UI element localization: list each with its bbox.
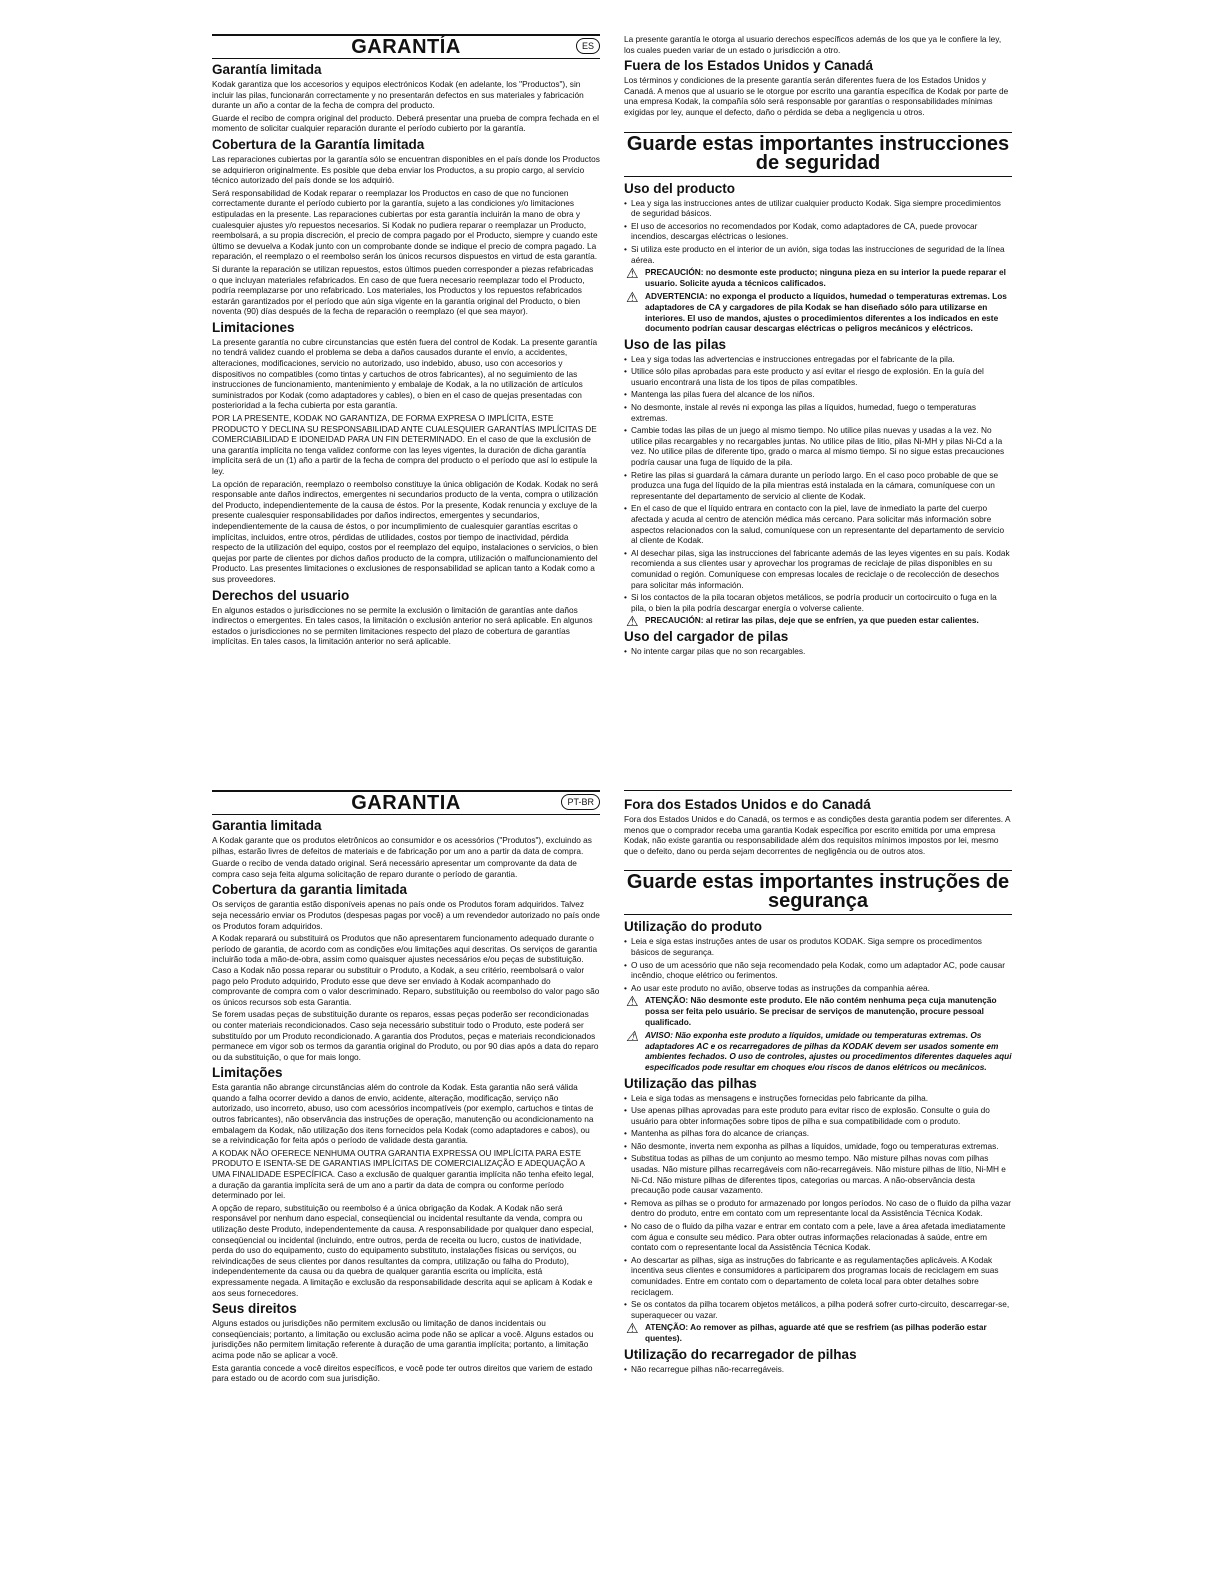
pt-warranty-title: GARANTIA xyxy=(351,792,461,814)
pt-paragraph: Esta garantia concede a você direitos específicos, e você pode ter outros direitos que variem de estado para estado ou de acordo com sua jurisdição. xyxy=(212,1362,593,1384)
es-paragraph: Las reparaciones cubiertas por la garantía sólo se encuentran disponibles en el país donde los Productos se adquirieron originalmente. Es posible que deba enviar los Productos, a su propio cargo, al servicio técnico autorizado del país donde se los adquirió. xyxy=(212,153,600,186)
list-item: • Al desechar pilas, siga las instrucciones del fabricante además de las leyes vigentes en su país. Kodak recomienda a sus clientes usar y aprovechar los programas de reciclaje de pilas disponibles en su comunidad o región. Comuníquese con empresas locales de reciclaje o de recolección de desechos para solicitar más información. xyxy=(624,548,1012,590)
pt-charger-list xyxy=(624,1364,1012,1375)
es-use-heading: Uso del producto xyxy=(624,180,735,196)
es-paragraph: En algunos estados o jurisdicciones no se permite la exclusión o limitación de garantías ante daños indirectos o emergentes. En tales casos, la limitación o exclusión anterior no será aplicable. En algunos estados o jurisdicciones no se permiten limitaciones respecto del plazo de cobertura de garantías implícitas. En tales casos, la limitación anterior no será aplicable. xyxy=(212,604,593,647)
list-item: • Remova as pilhas se o produto for armazenado por longos períodos. No caso de o fluido da pilha vazar dentro do produto, entre em contato com um representante local da Assistência Técnica Kodak. xyxy=(624,1198,1012,1219)
pt-caution-text: ATENÇÃO: Não desmonte este produto. Ele não contém nenhuma peça cuja manutenção possa ser feita pelo usuário. Se precisar de serviços de manutenção, procure pessoal qualificado. xyxy=(645,995,997,1027)
list-item: • Substitua todas as pilhas de um conjunto ao mesmo tempo. Não misture pilhas novas com pilhas usadas. Não misture pilhas recarregáveis com não-recarregáveis. Não misture pilhas de lítio, Ni-MH e Ni-Cd. Não misture pilhas de diferentes tipos, categorias ou marcas. A não-observância desta precaução pode causar vazamento. xyxy=(624,1153,1012,1195)
pt-coverage-heading: Cobertura da garantia limitada xyxy=(212,882,408,898)
es-safety-title: Guarde estas importantes instrucciones de seguridad xyxy=(624,132,1012,177)
es-rights-heading: Derechos del usuario xyxy=(212,587,350,603)
list-item: • Lea y siga todas las advertencias e instrucciones entregadas por el fabricante de la pila. xyxy=(624,354,1012,365)
list-item: • Lea y siga las instrucciones antes de utilizar cualquier producto Kodak. Siga siempre procedimientos de seguridad básicos. xyxy=(624,198,1012,219)
es-paragraph: La opción de reparación, reemplazo o reembolso constituye la única obligación de Kodak. Kodak no será responsable ante daños indirectos, emergentes ni secundarios producto de la venta, compra o utilización del Producto, independientemente de la causa de éstos. Por la presente, Kodak renuncia y excluye de la presente cualesquier responsabilidades por daños indirectos, emergentes y secundarios, independientemente de la causa de éstos, o por incumplimiento de cualesquier garantías escritas o implícitas, incluidos, entre otros, pérdidas de utilidades, costos por tiempo de inactividad, pérdida respecto de la utilización del equipo, costos por el reemplazo del equipo, instalaciones o servicios, o bien quejas por parte de clientes por dichos daños producto de la compra, utilización o malfuncionamiento del Producto. Las presentes limitaciones o exclusiones de responsabilidad se aplican tanto a Kodak como a sus proveedores. xyxy=(212,478,599,584)
es-caution-note xyxy=(624,267,1012,288)
pt-language-badge: PT-BR xyxy=(561,794,600,810)
list-item: • Mantenha as pilhas fora do alcance de crianças. xyxy=(624,1128,1012,1139)
list-item: • Leia e siga estas instruções antes de usar os produtos KODAK. Siga sempre os procedimentos básicos de segurança. xyxy=(624,936,1012,957)
list-item: • Leia e siga todas as mensagens e instruções fornecidas pelo fabricante da pilha. xyxy=(624,1093,1012,1104)
pt-battery-list xyxy=(624,1093,1012,1321)
list-item: • Se os contatos da pilha tocarem objetos metálicos, a pilha poderá sofrer curto-circuito, descarregar-se, superaquecer ou vazar. xyxy=(624,1299,1012,1320)
pt-paragraph: A KODAK NÃO OFERECE NENHUMA OUTRA GARANTIA EXPRESSA OU IMPLÍCITA PARA ESTE PRODUTO E ISENTA-SE DE GARANTIAS IMPLÍCITAS DE COMERCIALIZAÇÃO E ADEQUAÇÃO A UMA FINALIDADE ESPECÍFICA. Caso a exclusão de qualquer garantia implícita não tenha efeito legal, a duração da garantia implícita será de um ano a partir da data de compra ou conforme período determinado por lei. xyxy=(212,1147,594,1201)
es-charger-list xyxy=(624,646,1012,657)
list-item: • Mantenga las pilas fuera del alcance de los niños. xyxy=(624,389,1012,400)
list-item: • Si utiliza este producto en el interior de un avión, siga todas las instrucciones de seguridad de la línea aérea. xyxy=(624,244,1012,265)
pt-warranty-header xyxy=(212,790,600,815)
es-warranty-title: GARANTÍA xyxy=(351,36,461,58)
pt-use-list xyxy=(624,936,1012,993)
warning-icon: ⚠ xyxy=(626,1320,639,1337)
pt-warranty-column xyxy=(212,790,600,1386)
pt-safety-title: Guarde estas importantes instruções de segurança xyxy=(624,870,1012,915)
pt-charger-heading: Utilização do recarregador de pilhas xyxy=(624,1346,857,1362)
section-divider xyxy=(624,790,1012,791)
es-paragraph: Kodak garantiza que los accesorios y equipos electrónicos Kodak (en adelante, los "Productos"), sin incluir las pilas, funcionarán correctamente y no presentarán defectos en sus materiales y fabricación durante un año a contar de la fecha de compra del producto. xyxy=(212,79,584,111)
warning-icon: ⚠ xyxy=(626,1028,639,1045)
pt-warning-note xyxy=(624,1030,1012,1072)
es-battery-list xyxy=(624,354,1012,614)
es-battery-caution-text: PRECAUCIÓN: al retirar las pilas, deje que se enfríen, ya que pueden estar calientes. xyxy=(645,615,979,626)
pt-outside-heading: Fora dos Estados Unidos e do Canadá xyxy=(624,797,871,812)
es-paragraph: Será responsabilidad de Kodak reparar o reemplazar los Productos en caso de que no funcionen correctamente durante el período cubierto por la garantía, sujeto a las condiciones y/o limitaciones estipuladas en la presente. Las reparaciones cubiertas por esta garantía incluirán la mano de obra y cualesquier ajustes y/o repuestos necesarios. Si Kodak no pudiera reparar o reemplazar un Producto, reembolsará, a su propia discreción, el precio de compra pagado por el Producto, siempre y cuando este último se devuelva a Kodak junto con un comprobante donde se indique el precio de compra pagado. La reparación, el reemplazo o el reembolso serán los únicos recursos dispuestos en virtud de esta garantía. xyxy=(212,187,598,262)
pt-paragraph: Guarde o recibo de venda datado original. Será necessário apresentar um comprovante da data de compra caso seja feita alguma solicitação de reparo durante o período de garantia. xyxy=(212,858,577,879)
es-paragraph: La presente garantía no cubre circunstancias que estén fuera del control de Kodak. La presente garantía no tendrá validez cuando el problema se deba a daños causados durante el envío, a accidentes, alteraciones, modificaciones, servicio no autorizado, uso indebido, abuso, uso con accesorios y dispositivos no compatibles (como tintas y cartuchos de otros fabricantes), al no seguimiento de las instrucciones de funcionamiento, mantenimiento y embalaje de Kodak, a la no utilización de artículos suministrados por Kodak (como adaptadores y cables), o bien en el caso de quejas presentadas con posterioridad a la fecha cubierta por esta garantía. xyxy=(212,336,598,411)
es-battery-heading: Uso de las pilas xyxy=(624,336,727,352)
pt-battery-caution-text: ATENÇÃO: Ao remover as pilhas, aguarde até que se resfriem (as pilhas poderão estar quentes). xyxy=(645,1322,987,1343)
list-item: • Ao descartar as pilhas, siga as instruções do fabricante e as regulamentações aplicáveis. A Kodak incentiva seus clientes e consumidores a participarem dos programas locais de reciclagem em suas comunidades. Entre em contato com o departamento de coleta local para obter detalhes sobre reciclagem. xyxy=(624,1255,1012,1297)
pt-battery-heading: Utilização das pilhas xyxy=(624,1075,757,1091)
es-paragraph: La presente garantía le otorga al usuario derechos específicos además de los que ya le confiere la ley, los cuales pueden variar de un estado o jurisdicción a otro. xyxy=(624,34,1002,55)
warning-icon: ⚠ xyxy=(626,265,639,282)
warning-icon: ⚠ xyxy=(626,613,639,630)
pt-paragraph: A opção de reparo, substituição ou reembolso é a única obrigação da Kodak. A Kodak não será responsável por nenhum dano especial, conseqüencial ou incidental resultante da venda, compra ou utilização deste Produto, independentemente da causa. A responsabilidade por qualquer dano especial, conseqüencial ou incidental (incluindo, entre outros, perda de receita ou lucro, custos de inatividade, perda do uso do equipamento, custo do equipamento substituto, instalações físicas ou serviços, ou reivindicações de seus clientes por danos resultantes da compra, utilização ou falha do Produto), independentemente da causa ou da quebra de qualquer garantia escrita ou implícita, está expressamente negada. A limitação e exclusão da responsabilidade descrita aqui se aplicam à Kodak e aos seus fornecedores. xyxy=(212,1202,594,1298)
list-item: • No desmonte, instale al revés ni exponga las pilas a líquidos, humedad, fuego o temperaturas extremas. xyxy=(624,402,1012,423)
es-warning-text: ADVERTENCIA: no exponga el producto a líquidos, humedad o temperaturas extremas. Los adaptadores de CA y cargadores de pila Kodak se han diseñado sólo para utilizarse en interiores. El uso de mandos, ajustes o procedimientos diferentes a los indicados en este documento podrían causar descargas eléctricas o peligros mecánicos y eléctricos. xyxy=(645,291,1007,334)
warning-icon: ⚠ xyxy=(626,289,639,306)
pt-paragraph: Se forem usadas peças de substituição durante os reparos, essas peças poderão ser recondicionadas ou conter materiais recondicionados. Caso seja necessário substituir todo o Produto, este poderá ser substituído por um Produto recondicionado. A garantia dos Produtos, peças e materiais recondicionados permanece em vigor sob os termos da garantia original do Produto, ou por 90 dias após a data do reparo ou da substituição, o que for mais longo. xyxy=(212,1009,599,1062)
pt-warning-text: AVISO: Não exponha este produto a líquidos, umidade ou temperaturas extremas. Os adaptadores AC e os recarregadores de pilhas da KODAK devem ser usados somente em ambientes fechados. O uso de controles, ajustes ou procedimentos diferentes daqueles aqui especificados pode resultar em choques e/ou riscos de danos elétricos ou mecânicos. xyxy=(645,1030,1012,1072)
es-caution-text: PRECAUCIÓN: no desmonte este producto; ninguna pieza en su interior la puede reparar el usuario. Solicite ayuda a técnicos calificados. xyxy=(645,267,1006,288)
es-paragraph: Guarde el recibo de compra original del producto. Deberá presentar una prueba de compra fechada en el momento de solicitar cualquier reparación durante el período cubierto por la garantía. xyxy=(212,112,599,134)
list-item: • En el caso de que el líquido entrara en contacto con la piel, lave de inmediato la parte del cuerpo afectada y acuda al centro de atención médica más cercano. Para solicitar más información sobre aspectos relacionados con la salud, comuníquese con un representante del departamento de servicio al cliente de Kodak. xyxy=(624,503,1012,545)
list-item: • Não recarregue pilhas não-recarregáveis. xyxy=(624,1364,1012,1375)
list-item: • Use apenas pilhas aprovadas para este produto para evitar risco de explosão. Consulte o guia do usuário para obter informações sobre tipos de pilha e sua compatibilidade com o produto. xyxy=(624,1105,1012,1126)
pt-use-heading: Utilização do produto xyxy=(624,919,762,935)
list-item: • Si los contactos de la pila tocaran objetos metálicos, se podría producir un cortocircuito o fuga en la pila, o bien la pila podría descargar energía o volverse caliente. xyxy=(624,592,1012,613)
es-coverage-heading: Cobertura de la Garantía limitada xyxy=(212,136,425,152)
pt-safety-column xyxy=(624,790,1012,1376)
list-item: • No caso de o fluido da pilha vazar e entrar em contato com a pele, lave a área afetada imediatamente com água e consulte seu médico. Para obter outras informações relacionadas à saúde, entre em contato com o representante local da Assistência Técnica Kodak. xyxy=(624,1221,1012,1253)
pt-paragraph: A Kodak garante que os produtos eletrônicos ao consumidor e os acessórios ("Produtos"), excluindo as pilhas, estarão livres de defeitos de materiais e de fabricação por um ano a partir da data de compra. xyxy=(212,835,592,856)
list-item: • Retire las pilas si guardará la cámara durante un período largo. En el caso poco probable de que se produzca una fuga del líquido de la pila mientras está instalada en la cámara, comuníquese con un representante del departamento de servicio al cliente de Kodak. xyxy=(624,470,1012,502)
es-language-badge: ES xyxy=(576,38,600,54)
list-item: • Utilice sólo pilas aprobadas para este producto y así evitar el riesgo de explosión. En la guía del usuario encontrará una lista de los tipos de pilas compatibles. xyxy=(624,366,1012,387)
es-battery-caution xyxy=(624,613,1012,630)
list-item: • O uso de um acessório que não seja recomendado pela Kodak, como um adaptador AC, pode causar incêndio, choque elétrico ou ferimentos. xyxy=(624,960,1012,981)
pt-caution-note xyxy=(624,995,1012,1027)
es-warranty-header xyxy=(212,34,600,59)
pt-limited-heading: Garantia limitada xyxy=(212,818,322,833)
warning-icon: ⚠ xyxy=(626,993,639,1010)
es-safety-column xyxy=(624,34,1012,659)
list-item: • Ao usar este produto no avião, observe todas as instruções da companhia aérea. xyxy=(624,983,1012,994)
es-paragraph: POR LA PRESENTE, KODAK NO GARANTIZA, DE FORMA EXPRESA O IMPLÍCITA, ESTE PRODUCTO Y DECLINA SU RESPONSABILIDAD ANTE CUALESQUIER GARANTÍAS IMPLÍCITAS DE COMERCIABILIDAD E IDONEIDAD PARA UN FIN DETERMINADO. En el caso de que la exclusión de una garantía implícita no tenga validez conforme con las leyes vigentes, la duración de dicha garantía implícita será de un (1) año a partir de la fecha de compra del producto o el período que así lo estipule la ley. xyxy=(212,413,598,476)
pt-paragraph: Alguns estados ou jurisdições não permitem exclusão ou limitação de danos incidentais ou conseqüenciais; portanto, a limitação ou exclusão acima pode não se aplicar a você. Alguns estados ou jurisdições não permitem limitação referente à duração de uma garantia implícita; portanto, a limitação acima pode não se aplicar a você. xyxy=(212,1318,594,1360)
list-item: • Não desmonte, inverta nem exponha as pilhas a líquidos, umidade, fogo ou temperaturas extremas. xyxy=(624,1141,1012,1152)
pt-battery-caution xyxy=(624,1322,1012,1343)
pt-rights-heading: Seus direitos xyxy=(212,1301,297,1317)
list-item: • El uso de accesorios no recomendados por Kodak, como adaptadores de CA, puede provocar incendios, descargas eléctricas o lesiones. xyxy=(624,221,1012,242)
es-limited-heading: Garantía limitada xyxy=(212,62,322,77)
pt-paragraph: Os serviços de garantia estão disponíveis apenas no país onde os Produtos foram adquiridos. Talvez seja necessário enviar os Produtos (despesas pagas por você) a um revendedor autorizado no país onde os Produtos foram adquiridos. xyxy=(212,899,600,931)
list-item: • No intente cargar pilas que no son recargables. xyxy=(624,646,1012,657)
es-paragraph: Los términos y condiciones de la presente garantía serán diferentes fuera de los Estados Unidos y Canadá. A menos que al usuario se le otorgue por escrito una garantía específica de Kodak por parte de una empresa Kodak, la compañía sólo será responsable por garantías o responsabilidades mínimas exigidas por ley, aunque el defecto, daño o pérdida se deba a negligencia u otros. xyxy=(624,75,1009,117)
es-warranty-column xyxy=(212,34,600,649)
es-outside-heading: Fuera de los Estados Unidos y Canadá xyxy=(624,58,874,74)
es-charger-heading: Uso del cargador de pilas xyxy=(624,628,789,644)
pt-paragraph: A Kodak reparará ou substituirá os Produtos que não apresentarem funcionamento adequado durante o período de garantia, de acordo com as condições e/ou limitações aqui descritas. Os serviços de garantia incluirão toda a mão-de-obra, assim como quaisquer ajustes necessários e/ou peças de substituição. Caso a Kodak não possa reparar ou substituir o Produto, a Kodak, a seu critério, reembolsará o valor pago pelo Produto adquirido, Produto esse que deve ser enviado à Kodak acompanhado do comprovante de compra com o valor descriminado. Reparo, substituição ou reembolso do valor pago são os únicos recursos sob esta Garantia. xyxy=(212,933,600,1007)
list-item: • Cambie todas las pilas de un juego al mismo tiempo. No utilice pilas nuevas y usadas a la vez. No utilice pilas recargables y no recargables juntas. No utilice pilas de litio, pilas Ni-MH y pilas Ni-Cd a la vez. No utilice pilas de diferente tipo, grado o marca al mismo tiempo. Si no sigue estas precauciones podría causar una fuga de líquido de la pila. xyxy=(624,425,1012,467)
es-use-list xyxy=(624,198,1012,266)
pt-paragraph: Esta garantia não abrange circunstâncias além do controle da Kodak. Esta garantia não será válida quando a falha ocorrer devido a danos de envio, acidente, alteração, modificação, serviço não autorizado, uso incorreto, abuso, uso com acessórios incompatíveis (por exemplo, cartuchos e tintas de outros fabricantes), não observância das instruções de operação, manutenção ou acondicionamento na embalagem da Kodak, não utilização dos itens fornecidos pela Kodak (como adaptadores e cabos), ou se a reivindicação for feita após o período de validade desta garantia. xyxy=(212,1082,594,1146)
pt-paragraph: Fora dos Estados Unidos e do Canadá, os termos e as condições desta garantia podem ser diferentes. A menos que o comprador receba uma garantia Kodak específica por escrito emitida por uma empresa Kodak, não existe garantia ou responsabilidade além dos requisitos mínimos impostos por lei, mesmo que o defeito, dano ou perda sejam decorrentes de negligência ou de outros atos. xyxy=(624,814,1011,856)
es-paragraph: Si durante la reparación se utilizan repuestos, estos últimos pueden corresponder a piezas refabricadas o que incluyan materiales refabricados. En caso de que fuera necesario reemplazar todo el Producto, podría reemplazarse por uno refabricado. Los materiales, los Productos y los repuestos refabricados estarán garantizados por el período que aún siga vigente en la garantía original del Producto, o bien noventa (90) días después de la fecha de reparación o reemplazo (el que sea mayor). xyxy=(212,263,594,317)
es-warning-note xyxy=(624,291,1012,333)
es-limits-heading: Limitaciones xyxy=(212,319,295,335)
pt-limits-heading: Limitações xyxy=(212,1065,283,1081)
